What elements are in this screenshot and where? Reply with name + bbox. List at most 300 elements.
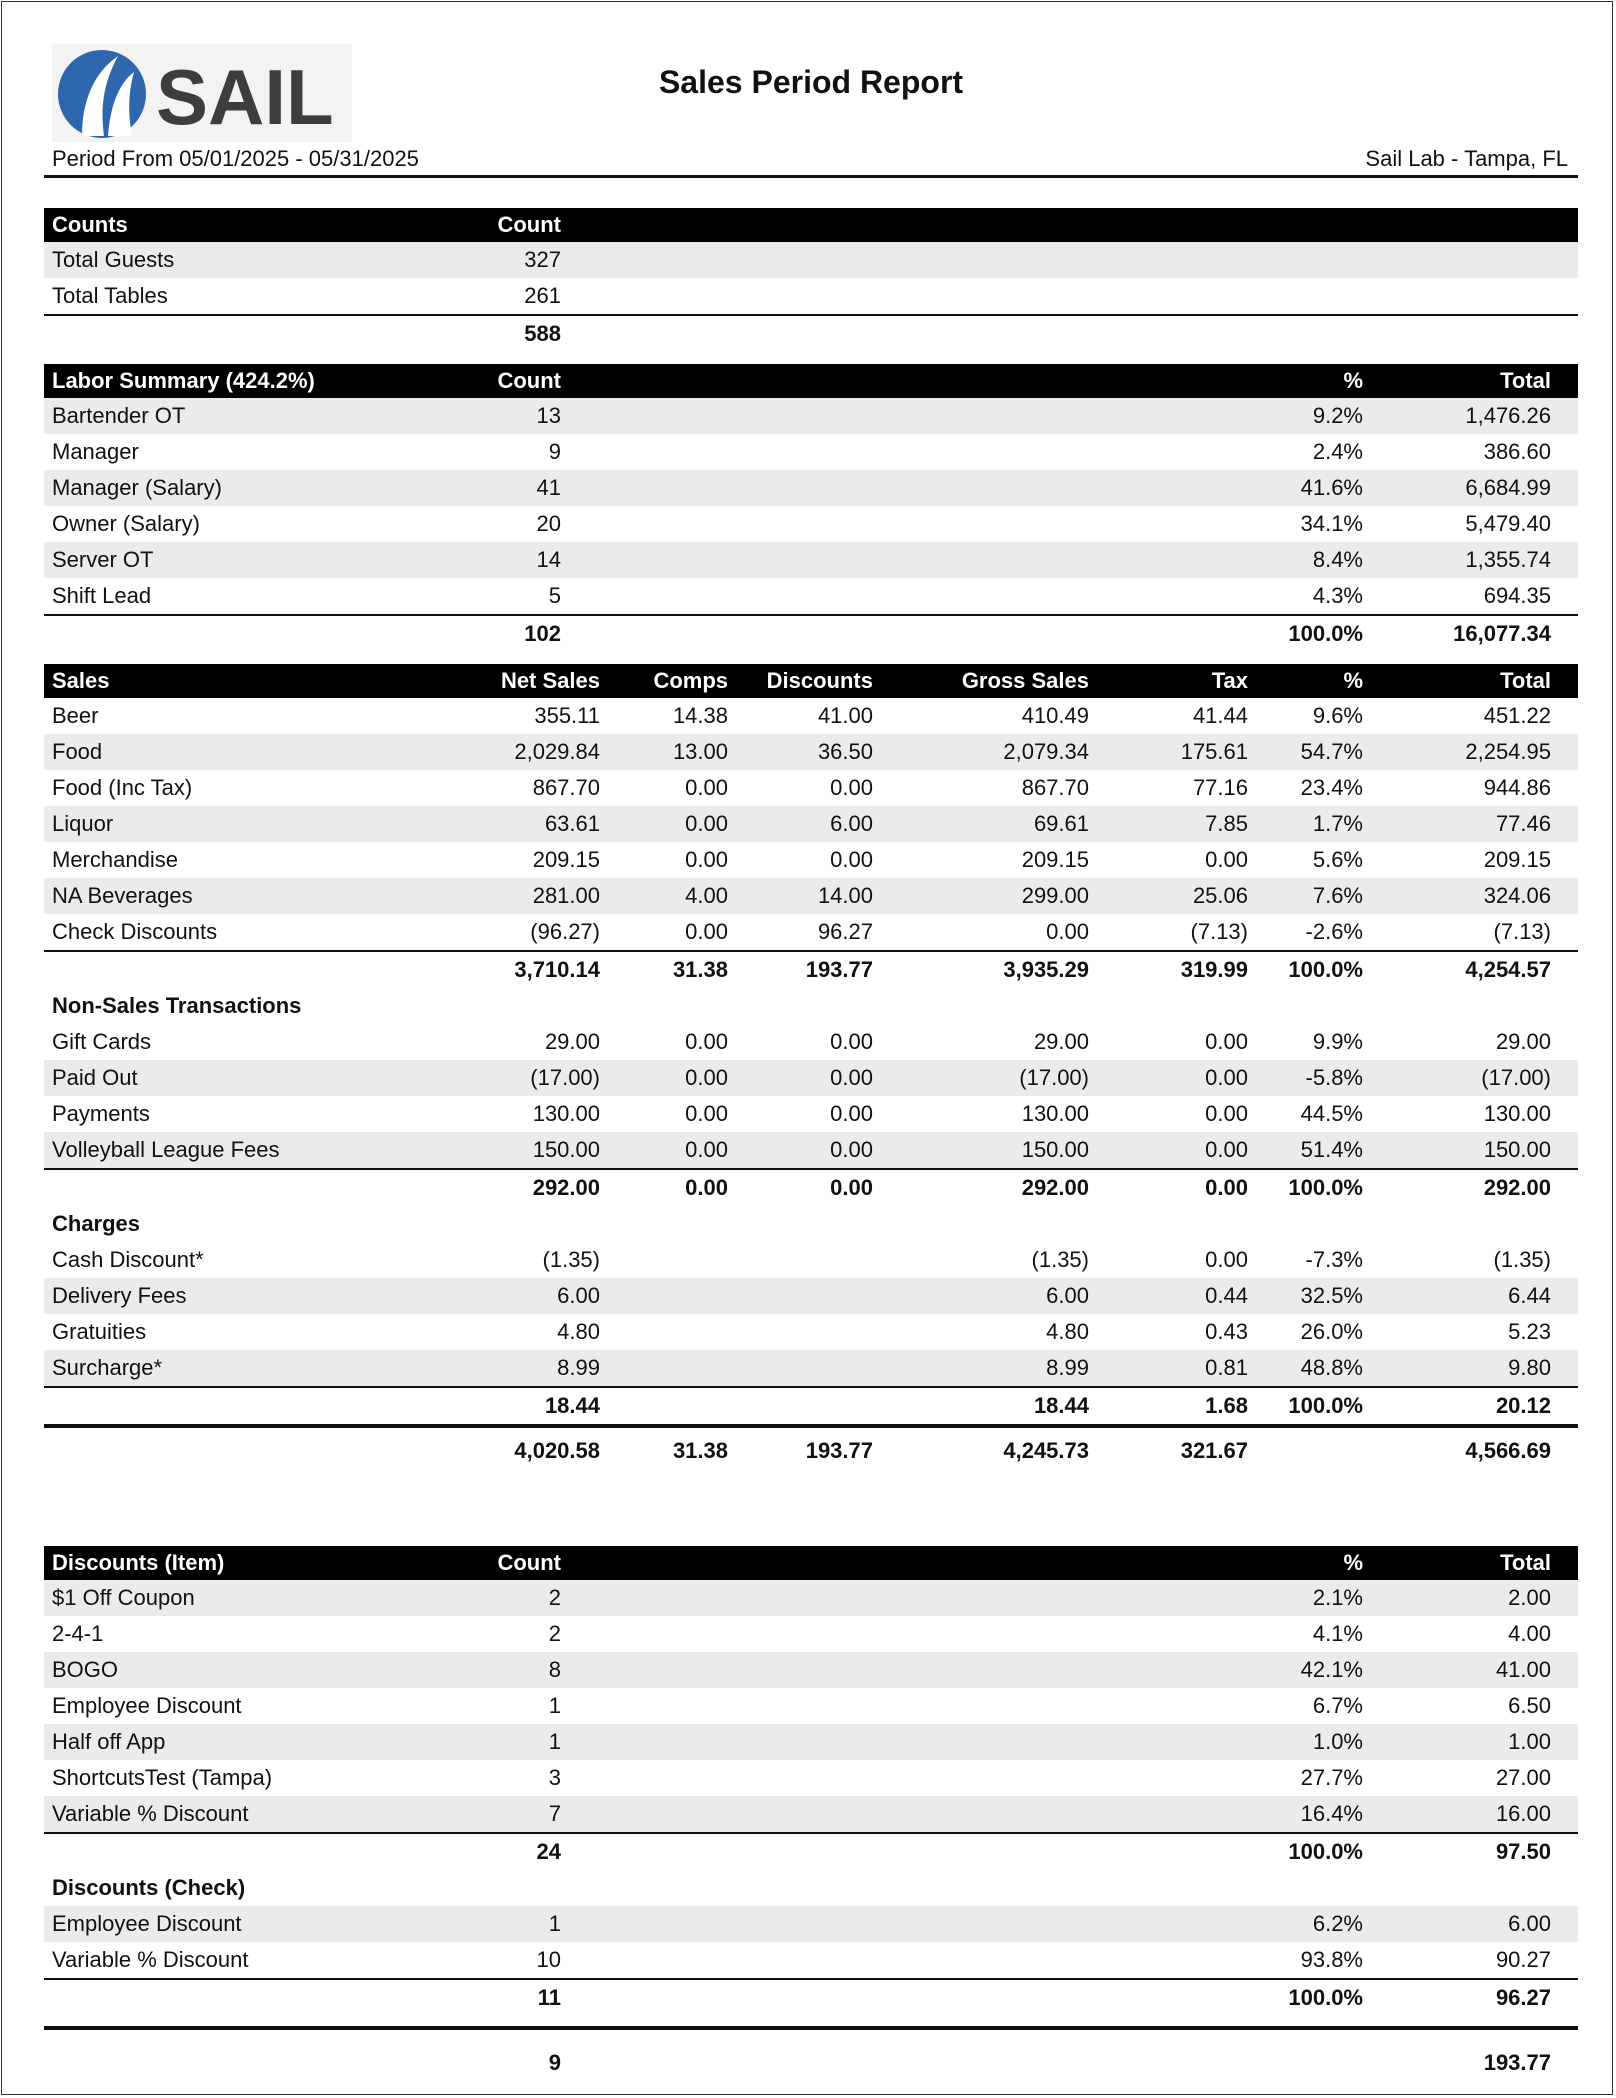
row-tax: (7.13) [1190,919,1248,944]
sales-header-discounts: Discounts [766,668,873,693]
discounts-item-row [44,1796,1578,1832]
row-pct: -2.6% [1305,919,1363,944]
header-divider [44,175,1578,178]
row-pct: 16.4% [1300,1801,1363,1826]
discounts-item-row [44,1688,1578,1724]
row-total: 41.00 [1495,1657,1551,1682]
total-tax: 319.99 [1180,957,1248,982]
discounts-item-header-label: Discounts (Item) [52,1550,225,1575]
row-pct: -7.3% [1305,1247,1363,1272]
discounts-item-header-total: Total [1500,1550,1551,1575]
row-total: 9.80 [1508,1355,1551,1380]
row-label: Gratuities [52,1319,147,1344]
sales-header-net: Net Sales [500,668,600,693]
row-net-sales: 281.00 [532,883,600,908]
total-discounts: 0.00 [830,1175,873,1200]
labor-total-pct: 100.0% [1288,621,1363,646]
sales-header-total: Total [1500,668,1551,693]
discounts-item-header-pct: % [1343,1550,1363,1575]
row-gross-sales: 410.49 [1021,703,1089,728]
row-tax: 0.44 [1205,1283,1248,1308]
row-pct: 48.8% [1300,1355,1363,1380]
non-sales-row [44,1096,1578,1132]
non-sales-row [44,1060,1578,1096]
row-total: 386.60 [1483,439,1551,464]
total-comps: 31.38 [672,1438,728,1463]
counts-total-row [44,314,1578,352]
row-discounts: 36.50 [817,739,873,764]
counts-section [44,208,1578,352]
row-label: Total Guests [52,247,175,272]
report-header [44,42,1578,174]
row-pct: 5.6% [1312,847,1363,872]
total-discounts: 193.77 [805,957,873,982]
row-count: 9 [548,439,561,464]
row-comps: 0.00 [685,1101,728,1126]
row-count: 20 [536,511,561,536]
row-gross-sales: 69.61 [1033,811,1089,836]
row-label: 2-4-1 [52,1621,104,1646]
row-pct: 93.8% [1300,1947,1363,1972]
row-gross-sales: 867.70 [1021,775,1089,800]
row-comps: 4.00 [685,883,728,908]
row-pct: 2.4% [1312,439,1363,464]
row-label: ShortcutsTest (Tampa) [52,1765,273,1790]
discounts-item-total-count: 24 [536,1839,561,1864]
row-gross-sales: (1.35) [1031,1247,1089,1272]
total-gross-sales: 292.00 [1021,1175,1089,1200]
row-count: 7 [548,1801,561,1826]
total-pct: 100.0% [1288,1393,1363,1418]
counts-header-label: Counts [52,212,128,237]
discounts-item-total-pct: 100.0% [1288,1839,1363,1864]
row-pct: 23.4% [1300,775,1363,800]
row-discounts: 0.00 [830,1029,873,1054]
row-label: Delivery Fees [52,1283,187,1308]
row-net-sales: 355.11 [534,703,600,728]
total-gross-sales: 18.44 [1033,1393,1089,1418]
total-net-sales: 3,710.14 [514,957,600,982]
row-pct: 7.6% [1312,883,1363,908]
row-count: 327 [524,247,561,272]
row-comps: 0.00 [685,1029,728,1054]
row-count: 13 [536,403,561,428]
report-title: Sales Period Report [658,64,964,100]
sales-row [44,842,1578,878]
row-count: 14 [536,547,561,572]
row-pct: 42.1% [1300,1657,1363,1682]
row-total: (1.35) [1493,1247,1551,1272]
sales-header-tax: Tax [1211,668,1248,693]
labor-header-count: Count [497,368,561,393]
row-label: Liquor [52,811,114,836]
row-gross-sales: 2,079.34 [1003,739,1089,764]
row-gross-sales: 299.00 [1021,883,1089,908]
charges-row [44,1278,1578,1314]
total-total: 20.12 [1495,1393,1551,1418]
row-label: $1 Off Coupon [52,1585,195,1610]
total-gross-sales: 4,245.73 [1003,1438,1089,1463]
row-total: 1,476.26 [1465,403,1551,428]
row-label: Beer [52,703,99,728]
discounts-item-total-total: 97.50 [1495,1839,1551,1864]
row-label: Gift Cards [52,1029,152,1054]
row-total: 29.00 [1495,1029,1551,1054]
labor-total-total: 16,077.34 [1453,621,1551,646]
row-pct: 27.7% [1300,1765,1363,1790]
row-label: Surcharge* [52,1355,163,1380]
row-comps: 14.38 [672,703,728,728]
labor-total-row [44,614,1578,652]
row-total: 6.00 [1508,1911,1551,1936]
row-total: 4.00 [1508,1621,1551,1646]
discounts-check-total-total: 96.27 [1495,1985,1551,2010]
row-gross-sales: 29.00 [1033,1029,1089,1054]
row-discounts: 6.00 [830,811,873,836]
row-comps: 0.00 [685,775,728,800]
row-total: 324.06 [1483,883,1551,908]
sales-header [44,664,1578,698]
row-label: Paid Out [52,1065,138,1090]
row-comps: 0.00 [685,1137,728,1162]
charges-row [44,1242,1578,1278]
discounts-check-total-row [44,1978,1578,2016]
row-count: 5 [548,583,561,608]
row-pct: 1.7% [1312,811,1363,836]
discounts-check-row [44,1942,1578,1978]
non-sales-title-row [44,988,1578,1024]
row-count: 261 [524,283,561,308]
discounts-check-title: Discounts (Check) [52,1875,246,1900]
row-total: 2,254.95 [1465,739,1551,764]
row-discounts: 0.00 [830,775,873,800]
row-tax: 0.00 [1205,1137,1248,1162]
report-period: Period From 05/01/2025 - 05/31/2025 [52,146,419,171]
discounts-grand-total-row [44,2026,1578,2080]
row-pct: 44.5% [1300,1101,1363,1126]
row-gross-sales: 4.80 [1046,1319,1089,1344]
counts-rows [44,242,1578,314]
total-comps: 0.00 [685,1175,728,1200]
row-label: Employee Discount [52,1693,242,1718]
discounts-item-row [44,1652,1578,1688]
row-label: Owner (Salary) [52,511,200,536]
total-pct: 100.0% [1288,957,1363,982]
row-count: 2 [548,1585,561,1610]
row-gross-sales: 6.00 [1046,1283,1089,1308]
row-net-sales: 8.99 [557,1355,600,1380]
row-total: 90.27 [1495,1947,1551,1972]
row-tax: 0.81 [1205,1355,1248,1380]
row-discounts: 14.00 [817,883,873,908]
total-tax: 0.00 [1205,1175,1248,1200]
row-label: Cash Discount* [52,1247,204,1272]
discounts-check-total-pct: 100.0% [1288,1985,1363,2010]
row-count: 3 [548,1765,561,1790]
discounts-item-total-row [44,1832,1578,1870]
sales-header-pct: % [1343,668,1363,693]
report-content [44,42,1578,2075]
discounts-item-row [44,1760,1578,1796]
row-tax: 41.44 [1192,703,1248,728]
discounts-item-header-count: Count [497,1550,561,1575]
row-net-sales: (96.27) [530,919,600,944]
total-net-sales: 292.00 [532,1175,600,1200]
row-pct: 51.4% [1300,1137,1363,1162]
counts-total-count: 588 [524,321,561,346]
row-label: NA Beverages [52,883,193,908]
row-label: Payments [52,1101,150,1126]
charges-row [44,1314,1578,1350]
row-label: Total Tables [52,283,168,308]
row-tax: 0.00 [1205,1101,1248,1126]
row-gross-sales: 130.00 [1021,1101,1089,1126]
row-comps: 0.00 [685,847,728,872]
non-sales-total-row [44,1168,1578,1206]
row-comps: 0.00 [685,919,728,944]
row-total: (17.00) [1481,1065,1551,1090]
labor-row [44,398,1578,434]
labor-row [44,578,1578,614]
discounts-check-row [44,1906,1578,1942]
row-total: 27.00 [1495,1765,1551,1790]
row-label: Bartender OT [52,403,186,428]
row-total: 6.50 [1508,1693,1551,1718]
row-pct: 4.3% [1312,583,1363,608]
row-pct: 26.0% [1300,1319,1363,1344]
counts-header [44,208,1578,242]
labor-row [44,542,1578,578]
row-pct: 9.6% [1312,703,1363,728]
total-comps: 31.38 [672,957,728,982]
row-label: Food (Inc Tax) [52,775,193,800]
sales-row [44,698,1578,734]
row-total: 944.86 [1483,775,1551,800]
sales-header-gross: Gross Sales [961,668,1089,693]
row-total: 1,355.74 [1465,547,1551,572]
sales-row [44,806,1578,842]
non-sales-rows [44,1024,1578,1168]
sales-row [44,914,1578,950]
discounts-item-section [44,1546,1578,2080]
row-total: 150.00 [1483,1137,1551,1162]
discounts-check-rows [44,1906,1578,1978]
report-page [1,1,1613,2095]
row-total: 6.44 [1508,1283,1551,1308]
row-count: 1 [548,1729,561,1754]
total-gross-sales: 3,935.29 [1003,957,1089,982]
total-total: 292.00 [1483,1175,1551,1200]
row-tax: 175.61 [1180,739,1248,764]
row-discounts: 0.00 [830,1137,873,1162]
row-total: 2.00 [1508,1585,1551,1610]
row-gross-sales: 8.99 [1046,1355,1089,1380]
labor-header-label: Labor Summary (424.2%) [52,368,315,393]
sales-row [44,878,1578,914]
row-tax: 25.06 [1192,883,1248,908]
row-label: Volleyball League Fees [52,1137,280,1162]
row-pct: -5.8% [1305,1065,1363,1090]
row-total: 5,479.40 [1465,511,1551,536]
row-tax: 0.00 [1205,1247,1248,1272]
row-comps: 0.00 [685,1065,728,1090]
row-gross-sales: 209.15 [1021,847,1089,872]
row-total: 6,684.99 [1465,475,1551,500]
row-net-sales: 6.00 [557,1283,600,1308]
row-discounts: 0.00 [830,1101,873,1126]
total-tax: 321.67 [1180,1438,1248,1463]
row-gross-sales: 0.00 [1046,919,1089,944]
row-pct: 2.1% [1312,1585,1363,1610]
discounts-item-row [44,1616,1578,1652]
row-gross-sales: (17.00) [1019,1065,1089,1090]
row-count: 8 [548,1657,561,1682]
row-pct: 6.2% [1312,1911,1363,1936]
row-label: Variable % Discount [52,1947,249,1972]
counts-header-count: Count [497,212,561,237]
row-pct: 8.4% [1312,547,1363,572]
labor-row [44,506,1578,542]
row-discounts: 0.00 [830,847,873,872]
row-pct: 34.1% [1300,511,1363,536]
row-total: 130.00 [1483,1101,1551,1126]
row-net-sales: 150.00 [532,1137,600,1162]
row-label: Shift Lead [52,583,152,608]
charges-title: Charges [52,1211,141,1236]
labor-row [44,434,1578,470]
row-count: 1 [548,1911,561,1936]
row-label: Check Discounts [52,919,218,944]
row-label: Merchandise [52,847,178,872]
labor-header-total: Total [1500,368,1551,393]
non-sales-row [44,1132,1578,1168]
counts-row [44,278,1578,314]
logo-text: SAIL [156,53,334,141]
row-total: 1.00 [1508,1729,1551,1754]
row-pct: 32.5% [1300,1283,1363,1308]
row-pct: 9.2% [1312,403,1363,428]
sales-row [44,770,1578,806]
row-label: Employee Discount [52,1911,242,1936]
row-tax: 0.00 [1205,847,1248,872]
row-tax: 0.00 [1205,1065,1248,1090]
row-discounts: 41.00 [817,703,873,728]
charges-rows [44,1242,1578,1386]
report-location: Sail Lab - Tampa, FL [1365,146,1568,171]
row-count: 10 [536,1947,561,1972]
discounts-check-title-row [44,1870,1578,1906]
non-sales-title: Non-Sales Transactions [52,993,302,1018]
row-net-sales: (17.00) [530,1065,600,1090]
discounts-grand-count: 9 [548,2049,561,2075]
charges-title-row [44,1206,1578,1242]
row-count: 1 [548,1693,561,1718]
row-count: 41 [536,475,561,500]
row-label: Manager [52,439,139,464]
row-tax: 0.43 [1205,1319,1248,1344]
sales-section [44,664,1578,1474]
row-comps: 13.00 [672,739,728,764]
total-discounts: 193.77 [805,1438,873,1463]
sales-total-row [44,950,1578,988]
charges-row [44,1350,1578,1386]
total-tax: 1.68 [1205,1393,1248,1418]
row-total: 5.23 [1508,1319,1551,1344]
row-pct: 6.7% [1312,1693,1363,1718]
discounts-item-row [44,1580,1578,1616]
sales-header-comps: Comps [653,668,728,693]
row-discounts: 0.00 [830,1065,873,1090]
row-total: 209.15 [1483,847,1551,872]
row-total: 16.00 [1495,1801,1551,1826]
sales-header-label: Sales [52,668,110,693]
row-label: Half off App [52,1729,166,1754]
discounts-item-rows [44,1580,1578,1832]
row-net-sales: 4.80 [557,1319,600,1344]
row-net-sales: 29.00 [544,1029,600,1054]
sales-row [44,734,1578,770]
labor-total-count: 102 [524,621,561,646]
non-sales-row [44,1024,1578,1060]
row-net-sales: 63.61 [544,811,600,836]
row-net-sales: 2,029.84 [514,739,600,764]
row-count: 2 [548,1621,561,1646]
row-tax: 0.00 [1205,1029,1248,1054]
sales-rows [44,698,1578,950]
labor-rows [44,398,1578,614]
charges-total-row [44,1386,1578,1424]
row-pct: 4.1% [1312,1621,1363,1646]
labor-row [44,470,1578,506]
total-pct: 100.0% [1288,1175,1363,1200]
discounts-check-total-count: 11 [537,1985,561,2010]
row-pct: 41.6% [1300,475,1363,500]
row-pct: 54.7% [1300,739,1363,764]
row-total: 451.22 [1483,703,1551,728]
row-gross-sales: 150.00 [1021,1137,1089,1162]
row-tax: 7.85 [1205,811,1248,836]
row-pct: 9.9% [1312,1029,1363,1054]
total-total: 4,566.69 [1465,1438,1551,1463]
row-net-sales: 130.00 [532,1101,600,1126]
counts-row [44,242,1578,278]
row-net-sales: 867.70 [532,775,600,800]
discounts-grand-total: 193.77 [1483,2049,1551,2075]
discounts-item-header [44,1546,1578,1580]
row-total: 694.35 [1483,583,1551,608]
labor-header-pct: % [1343,368,1363,393]
row-label: BOGO [52,1657,119,1682]
row-net-sales: 209.15 [532,847,600,872]
labor-section [44,364,1578,652]
discounts-item-row [44,1724,1578,1760]
row-pct: 1.0% [1312,1729,1363,1754]
row-label: Manager (Salary) [52,475,222,500]
total-total: 4,254.57 [1465,957,1551,982]
row-comps: 0.00 [685,811,728,836]
row-label: Server OT [52,547,154,572]
sales-grand-total-row [44,1424,1578,1474]
labor-header [44,364,1578,398]
row-net-sales: (1.35) [542,1247,600,1272]
total-net-sales: 18.44 [544,1393,600,1418]
total-net-sales: 4,020.58 [514,1438,600,1463]
row-tax: 77.16 [1192,775,1248,800]
row-label: Variable % Discount [52,1801,249,1826]
row-total: (7.13) [1493,919,1551,944]
row-total: 77.46 [1495,811,1551,836]
row-discounts: 96.27 [817,919,873,944]
